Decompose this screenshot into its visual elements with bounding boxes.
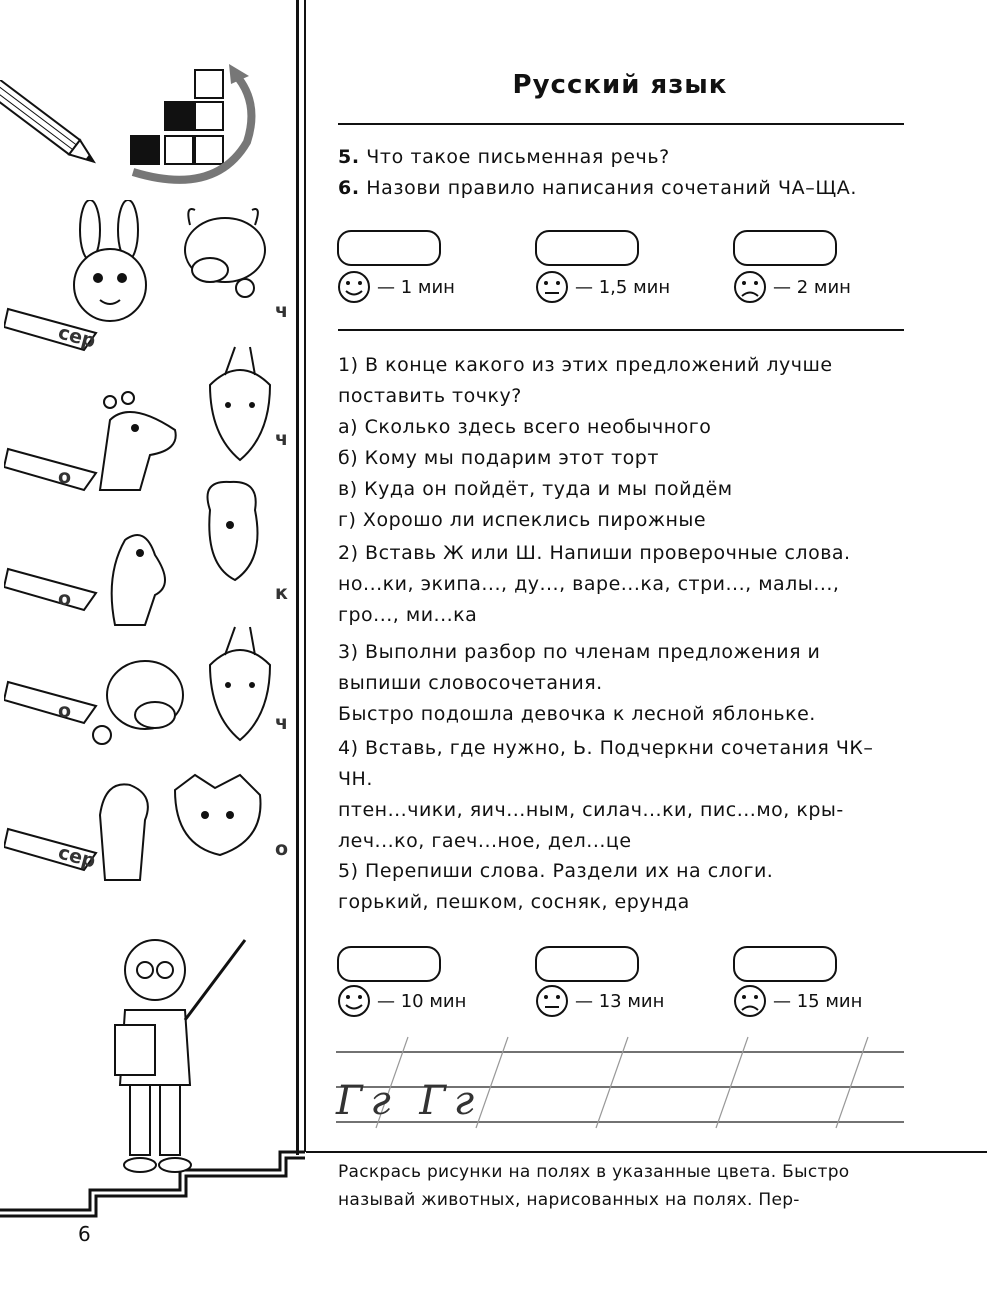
goat-icon-2 bbox=[200, 625, 280, 745]
tag-text: о bbox=[58, 700, 72, 722]
neutral-face-icon bbox=[535, 270, 569, 304]
score-box[interactable] bbox=[337, 230, 441, 266]
task-1: 1) В конце какого из этих предложений лучше поставить точку? а) Сколько здесь всего необычного б) Кому мы подарим этот торт в) Куда он пойдёт, туда и мы пойдём г) Хорошо ли испеклись пирожные bbox=[338, 354, 833, 531]
label-tag bbox=[4, 565, 104, 615]
score-box[interactable] bbox=[337, 946, 441, 982]
footer-instructions: Раскрась рисунки на полях в указанные цвета. Быстро называй животных, нарисованных на полях. Пер- bbox=[338, 1162, 850, 1210]
margin-divider bbox=[296, 0, 299, 1155]
label-tag bbox=[4, 678, 104, 728]
score-box[interactable] bbox=[733, 946, 837, 982]
task-4: 4) Вставь, где нужно, Ь. Подчеркни сочетания ЧК–ЧН. птен...чики, яич...ным, силач...ки, пис...мо, кры-леч...ко, гаеч...ное, дел...це bbox=[338, 737, 874, 852]
margin-divider-inner bbox=[304, 0, 306, 1152]
page-number: 6 bbox=[78, 1222, 91, 1246]
timer-neutral bbox=[535, 270, 670, 304]
timer-label: — 13 мин bbox=[575, 990, 665, 1012]
timer-happy bbox=[337, 984, 466, 1018]
divider bbox=[338, 123, 904, 125]
sad-face-icon bbox=[733, 270, 767, 304]
question-6: 6. Назови правило написания сочетаний ЧА–ЩА. bbox=[338, 177, 857, 199]
duck-icon bbox=[95, 525, 175, 635]
neutral-face-icon bbox=[535, 984, 569, 1018]
tag-text: о bbox=[275, 838, 289, 860]
goat-icon bbox=[200, 345, 280, 465]
question-5: 5. Что такое письменная речь? bbox=[338, 146, 670, 168]
timer-label: — 1 мин bbox=[377, 276, 455, 298]
label-tag bbox=[4, 445, 104, 495]
tag-text: о bbox=[58, 466, 72, 488]
crossword-icon bbox=[125, 62, 265, 192]
tag-text: сер bbox=[55, 321, 98, 353]
cow-icon-2 bbox=[90, 640, 190, 750]
rooster-icon bbox=[190, 470, 270, 590]
timer-sad bbox=[733, 984, 862, 1018]
task-5: 5) Перепиши слова. Раздели их на слоги. горький, пешком, сосняк, ерунда bbox=[338, 860, 774, 913]
tag-text: о bbox=[58, 588, 72, 610]
timer-label: — 10 мин bbox=[377, 990, 467, 1012]
task-3: 3) Выполни разбор по членам предложения и выпиши словосочетания. Быстро подошла девочка к лесной яблоньке. bbox=[338, 641, 821, 725]
smile-face-icon bbox=[337, 270, 371, 304]
sad-face-icon bbox=[733, 984, 767, 1018]
cat-icon bbox=[165, 770, 270, 860]
timer-label: — 1,5 мин bbox=[575, 276, 671, 298]
pencil-icon bbox=[0, 80, 110, 190]
task-2: 2) Вставь Ж или Ш. Напиши проверочные слова. но...ки, экипа..., ду..., варе...ка, стри..., малы..., гро..., ми...ка bbox=[338, 542, 851, 626]
tag-text: ч bbox=[275, 712, 289, 734]
tag-text: ч bbox=[275, 428, 289, 450]
boy-teacher-icon bbox=[100, 925, 260, 1180]
timer-label: — 15 мин bbox=[773, 990, 863, 1012]
score-box[interactable] bbox=[535, 946, 639, 982]
timer-neutral bbox=[535, 984, 664, 1018]
score-box[interactable] bbox=[733, 230, 837, 266]
tag-text: ч bbox=[275, 300, 289, 322]
tag-text: сер bbox=[55, 841, 98, 873]
tag-text: к bbox=[275, 582, 288, 604]
timer-sad bbox=[733, 270, 851, 304]
timer-label: — 2 мин bbox=[773, 276, 851, 298]
footer-divider bbox=[306, 1151, 987, 1153]
handwriting-sample: Гг Гг bbox=[336, 1078, 483, 1124]
smile-face-icon bbox=[337, 984, 371, 1018]
cow-icon bbox=[170, 200, 280, 310]
divider bbox=[338, 329, 904, 331]
score-box[interactable] bbox=[535, 230, 639, 266]
page-title: Русский язык bbox=[512, 70, 728, 100]
timer-happy bbox=[337, 270, 455, 304]
